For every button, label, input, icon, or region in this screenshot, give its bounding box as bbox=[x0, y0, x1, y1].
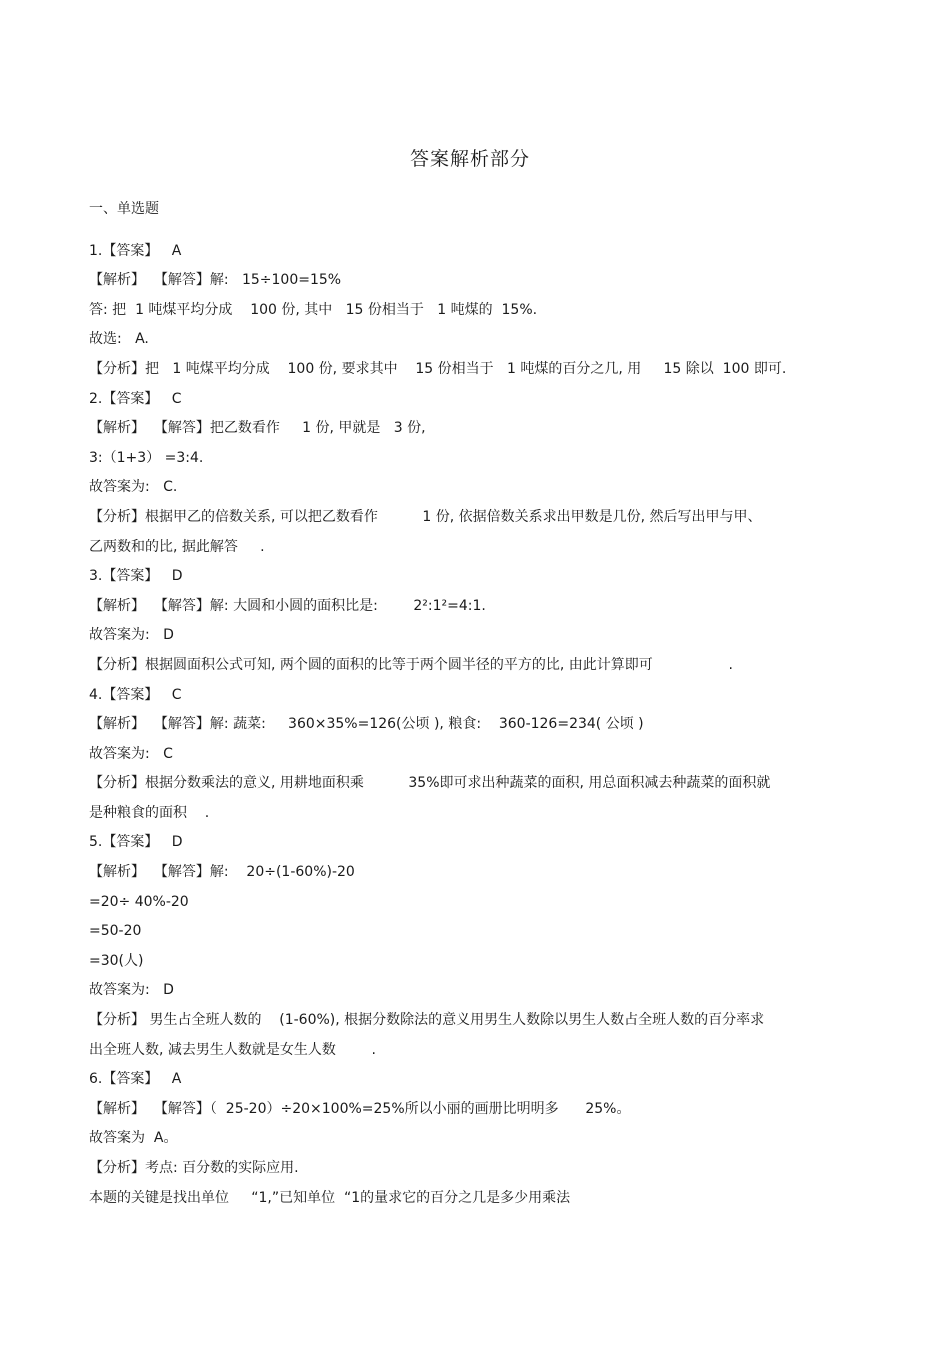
text-line: 故答案为 A。 bbox=[89, 1130, 178, 1147]
text-line: 故选: A. bbox=[89, 331, 149, 348]
text-line: 【分析】根据甲乙的倍数关系, 可以把乙数看作 1 份, 依据倍数关系求出甲数是几份, 然后写出甲与甲、 bbox=[89, 508, 762, 525]
text-line: 出全班人数, 减去男生人数就是女生人数 . bbox=[89, 1041, 376, 1058]
text-line: 【解析】 【解答】解: 15÷100=15% bbox=[89, 272, 342, 289]
page-title: 答案解析部分 bbox=[409, 148, 530, 170]
text-line: 【解析】 【解答】解: 蔬菜: 360×35%=126(公顷 ), 粮食: 360-126=234( 公顷 ) bbox=[89, 716, 644, 733]
text-line: 3.【答案】 D bbox=[89, 568, 183, 585]
text-line: 乙两数和的比, 据此解答 . bbox=[89, 538, 265, 555]
text-line: 2.【答案】 C bbox=[89, 390, 182, 407]
text-line: 6.【答案】 A bbox=[89, 1071, 182, 1088]
text-line: 【解析】 【解答】（ 25-20）÷20×100%=25%所以小丽的画册比明明多 25%。 bbox=[89, 1100, 631, 1117]
text-line: =30(人) bbox=[89, 952, 144, 969]
text-line: 本题的关键是找出单位 “1,”已知单位 “1的量求它的百分之几是多少用乘法 bbox=[89, 1189, 571, 1206]
text-line: 答: 把 1 吨煤平均分成 100 份, 其中 15 份相当于 1 吨煤的 15%. bbox=[89, 301, 538, 318]
text-line: 【解析】 【解答】解: 大圆和小圆的面积比是: 2²:1²=4:1. bbox=[89, 597, 486, 614]
text-line: 【分析】根据分数乘法的意义, 用耕地面积乘 35%即可求出种蔬菜的面积, 用总面积减去种蔬菜的面积就 bbox=[89, 775, 771, 792]
text-line: 故答案为: D bbox=[89, 627, 174, 644]
text-line: 故答案为: C bbox=[89, 745, 173, 762]
text-line: 【分析】考点: 百分数的实际应用. bbox=[89, 1160, 299, 1176]
text-line: 【分析】把 1 吨煤平均分成 100 份, 要求其中 15 份相当于 1 吨煤的百分之几, 用 15 除以 100 即可. bbox=[89, 360, 787, 377]
text-line: 故答案为: D bbox=[89, 982, 174, 999]
text-line: 【解析】 【解答】把乙数看作 1 份, 甲就是 3 份, bbox=[89, 420, 426, 437]
text-line: 3:（1+3） =3:4. bbox=[89, 449, 204, 466]
text-line: 5.【答案】 D bbox=[89, 834, 183, 851]
document-content bbox=[89, 195, 829, 1213]
text-line: 是种粮食的面积 . bbox=[89, 804, 210, 821]
text-line: 4.【答案】 C bbox=[89, 686, 182, 703]
text-line: 【分析】根据圆面积公式可知, 两个圆的面积的比等于两个圆半径的平方的比, 由此计算即可 . bbox=[89, 656, 733, 673]
text-line: 【解析】 【解答】解: 20÷(1-60%)-20 bbox=[89, 864, 355, 881]
text-line: =50-20 bbox=[89, 923, 142, 940]
text-line: =20÷ 40%-20 bbox=[89, 893, 189, 910]
text-line: 【分析】 男生占全班人数的 (1-60%), 根据分数除法的意义用男生人数除以男生人数占全班人数的百分率求 bbox=[89, 1012, 765, 1029]
section-heading: 一、单选题 bbox=[89, 201, 159, 217]
text-line: 故答案为: C. bbox=[89, 479, 178, 496]
text-line: 1.【答案】 A bbox=[89, 242, 182, 259]
answer-lines bbox=[89, 237, 829, 1214]
